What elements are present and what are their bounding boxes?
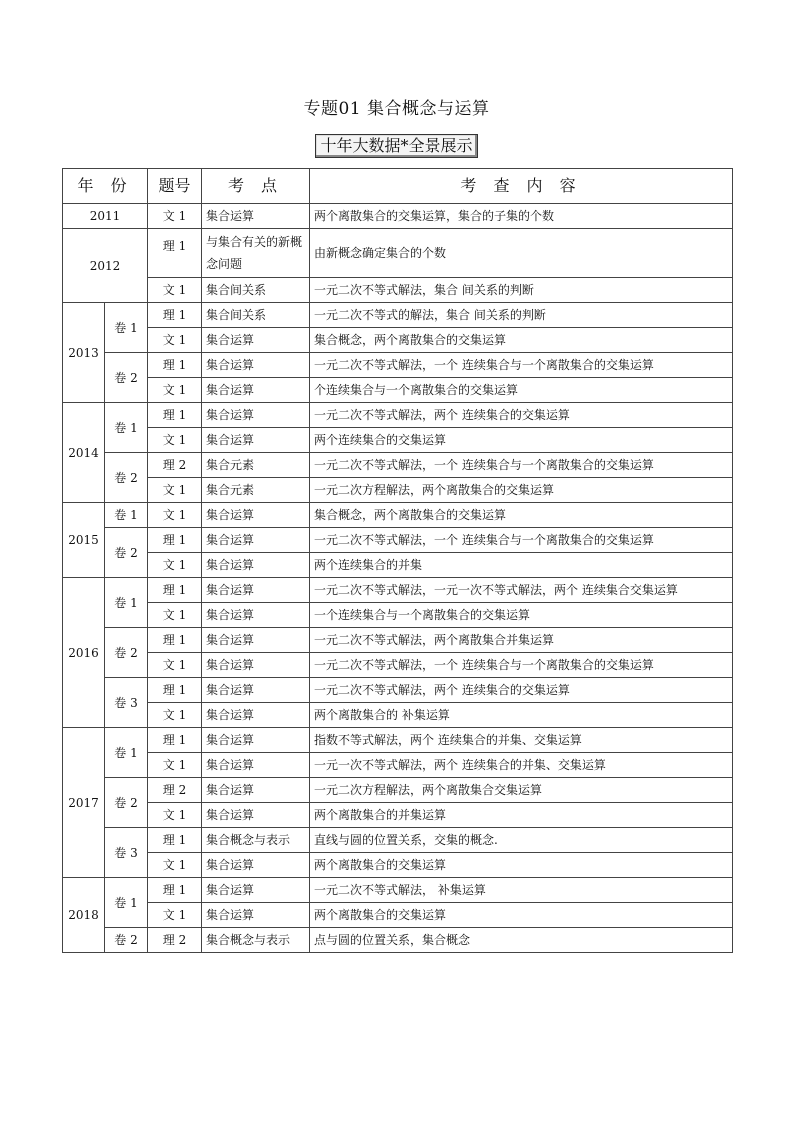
number-cell: 文 1 <box>148 853 202 878</box>
number-cell: 文 1 <box>148 603 202 628</box>
content-cell: 两个离散集合的交集运算 <box>310 853 733 878</box>
topic-cell: 集合间关系 <box>202 278 310 303</box>
content-cell: 一元二次不等式的解法，集合 间关系的判断 <box>310 303 733 328</box>
paper-cell: 卷 1 <box>105 303 148 353</box>
topic-cell: 集合运算 <box>202 753 310 778</box>
number-cell: 文 1 <box>148 278 202 303</box>
content-cell: 一元二次不等式解法，一元一次不等式解法，两个 连续集合交集运算 <box>310 578 733 603</box>
table-row <box>63 353 733 378</box>
paper-cell: 卷 2 <box>105 928 148 953</box>
paper-cell: 卷 3 <box>105 678 148 728</box>
paper-cell: 卷 1 <box>105 728 148 778</box>
table-row <box>63 628 733 653</box>
table-row <box>63 603 733 628</box>
page-title: 专题01 集合概念与运算 <box>303 99 490 119</box>
subtitle-box <box>0 134 793 158</box>
content-cell: 一元二次不等式解法，两个 连续集合的交集运算 <box>310 678 733 703</box>
topic-cell: 集合运算 <box>202 678 310 703</box>
paper-cell: 卷 2 <box>105 453 148 503</box>
topic-cell: 集合运算 <box>202 553 310 578</box>
table-header-row <box>63 169 733 204</box>
table-row <box>63 428 733 453</box>
number-cell: 理 2 <box>148 928 202 953</box>
topic-cell: 集合运算 <box>202 403 310 428</box>
number-cell: 理 1 <box>148 578 202 603</box>
content-cell: 一元二次不等式解法，集合 间关系的判断 <box>310 278 733 303</box>
number-cell: 文 1 <box>148 503 202 528</box>
topic-cell: 与集合有关的新概念问题 <box>202 229 310 278</box>
content-cell: 集合概念，两个离散集合的交集运算 <box>310 503 733 528</box>
table-row <box>63 653 733 678</box>
content-cell: 一元二次不等式解法，一个 连续集合与一个离散集合的交集运算 <box>310 353 733 378</box>
table-row <box>63 803 733 828</box>
number-cell: 文 1 <box>148 553 202 578</box>
table-row <box>63 278 733 303</box>
number-cell: 文 1 <box>148 378 202 403</box>
content-cell: 直线与圆的位置关系，交集的概念. <box>310 828 733 853</box>
content-cell: 指数不等式解法，两个 连续集合的并集、交集运算 <box>310 728 733 753</box>
topic-cell: 集合运算 <box>202 803 310 828</box>
table-row <box>63 903 733 928</box>
table-row <box>63 303 733 328</box>
paper-cell: 卷 1 <box>105 503 148 528</box>
header-topic: 考 点 <box>202 169 310 204</box>
topic-cell: 集合元素 <box>202 478 310 503</box>
content-cell: 集合概念，两个离散集合的交集运算 <box>310 328 733 353</box>
year-cell: 2016 <box>63 578 105 728</box>
table-row <box>63 478 733 503</box>
number-cell: 理 1 <box>148 628 202 653</box>
table-row <box>63 853 733 878</box>
content-cell: 一元二次不等式解法， 补集运算 <box>310 878 733 903</box>
topic-cell: 集合运算 <box>202 903 310 928</box>
table-row <box>63 528 733 553</box>
table-row <box>63 578 733 603</box>
paper-cell: 卷 2 <box>105 628 148 678</box>
topic-cell: 集合概念与表示 <box>202 828 310 853</box>
year-cell: 2013 <box>63 303 105 403</box>
paper-cell: 卷 2 <box>105 528 148 578</box>
content-cell: 两个离散集合的 补集运算 <box>310 703 733 728</box>
subtitle: 十年大数据*全景展示 <box>315 134 477 158</box>
exam-topics-table <box>62 168 733 953</box>
table-row <box>63 403 733 428</box>
number-cell: 理 1 <box>148 828 202 853</box>
table-row <box>63 453 733 478</box>
table-row <box>63 204 733 229</box>
topic-cell: 集合概念与表示 <box>202 928 310 953</box>
table-row <box>63 503 733 528</box>
topic-cell: 集合运算 <box>202 528 310 553</box>
content-cell: 个连续集合与一个离散集合的交集运算 <box>310 378 733 403</box>
number-cell: 理 2 <box>148 778 202 803</box>
number-cell: 文 1 <box>148 903 202 928</box>
content-cell: 两个连续集合的并集 <box>310 553 733 578</box>
content-cell: 一元一次不等式解法，两个 连续集合的并集、交集运算 <box>310 753 733 778</box>
paper-cell: 卷 1 <box>105 578 148 628</box>
number-cell: 文 1 <box>148 428 202 453</box>
topic-cell: 集合运算 <box>202 578 310 603</box>
table-row <box>63 728 733 753</box>
topic-cell: 集合运算 <box>202 628 310 653</box>
content-cell: 一元二次不等式解法，一个 连续集合与一个离散集合的交集运算 <box>310 528 733 553</box>
content-cell: 一元二次不等式解法，一个 连续集合与一个离散集合的交集运算 <box>310 653 733 678</box>
topic-cell: 集合运算 <box>202 703 310 728</box>
table-row <box>63 553 733 578</box>
content-cell: 一元二次方程解法，两个离散集合交集运算 <box>310 778 733 803</box>
topic-cell: 集合运算 <box>202 603 310 628</box>
table-row <box>63 229 733 278</box>
topic-cell: 集合运算 <box>202 328 310 353</box>
year-cell: 2011 <box>63 204 148 229</box>
number-cell: 理 1 <box>148 403 202 428</box>
table-row <box>63 778 733 803</box>
year-cell: 2012 <box>63 229 148 303</box>
number-cell: 文 1 <box>148 478 202 503</box>
number-cell: 理 1 <box>148 878 202 903</box>
topic-cell: 集合运算 <box>202 653 310 678</box>
table-row <box>63 328 733 353</box>
content-cell: 两个离散集合的交集运算，集合的子集的个数 <box>310 204 733 229</box>
number-cell: 文 1 <box>148 803 202 828</box>
content-cell: 一元二次不等式解法，一个 连续集合与一个离散集合的交集运算 <box>310 453 733 478</box>
content-cell: 一个连续集合与一个离散集合的交集运算 <box>310 603 733 628</box>
topic-cell: 集合运算 <box>202 503 310 528</box>
table-row <box>63 378 733 403</box>
topic-cell: 集合运算 <box>202 428 310 453</box>
number-cell: 理 2 <box>148 453 202 478</box>
year-cell: 2018 <box>63 878 105 953</box>
number-cell: 文 1 <box>148 653 202 678</box>
number-cell: 文 1 <box>148 328 202 353</box>
table-row <box>63 878 733 903</box>
topic-cell: 集合运算 <box>202 378 310 403</box>
number-cell: 理 1 <box>148 678 202 703</box>
paper-cell: 卷 1 <box>105 403 148 453</box>
topic-cell: 集合间关系 <box>202 303 310 328</box>
year-cell: 2015 <box>63 503 105 578</box>
content-cell: 一元二次方程解法，两个离散集合的交集运算 <box>310 478 733 503</box>
table-row <box>63 753 733 778</box>
number-cell: 理 1 <box>148 528 202 553</box>
topic-cell: 集合元素 <box>202 453 310 478</box>
number-cell: 理 1 <box>148 303 202 328</box>
topic-cell: 集合运算 <box>202 204 310 229</box>
table-row <box>63 703 733 728</box>
number-cell: 理 1 <box>148 229 202 278</box>
content-cell: 两个离散集合的并集运算 <box>310 803 733 828</box>
number-cell: 理 1 <box>148 728 202 753</box>
topic-cell: 集合运算 <box>202 853 310 878</box>
content-cell: 两个连续集合的交集运算 <box>310 428 733 453</box>
content-cell: 一元二次不等式解法，两个 连续集合的交集运算 <box>310 403 733 428</box>
topic-cell: 集合运算 <box>202 878 310 903</box>
paper-cell: 卷 3 <box>105 828 148 878</box>
year-cell: 2017 <box>63 728 105 878</box>
paper-cell: 卷 2 <box>105 353 148 403</box>
table-row <box>63 928 733 953</box>
paper-cell: 卷 2 <box>105 778 148 828</box>
number-cell: 文 1 <box>148 703 202 728</box>
number-cell: 理 1 <box>148 353 202 378</box>
content-cell: 一元二次不等式解法，两个离散集合并集运算 <box>310 628 733 653</box>
header-year: 年 份 <box>63 169 148 204</box>
content-cell: 两个离散集合的交集运算 <box>310 903 733 928</box>
content-cell: 由新概念确定集合的个数 <box>310 229 733 278</box>
header-number: 题号 <box>148 169 202 204</box>
table-row <box>63 678 733 703</box>
content-cell: 点与圆的位置关系，集合概念 <box>310 928 733 953</box>
table-row <box>63 828 733 853</box>
year-cell: 2014 <box>63 403 105 503</box>
header-content: 考 查 内 容 <box>310 169 733 204</box>
topic-cell: 集合运算 <box>202 353 310 378</box>
topic-cell: 集合运算 <box>202 728 310 753</box>
number-cell: 文 1 <box>148 204 202 229</box>
topic-cell: 集合运算 <box>202 778 310 803</box>
paper-cell: 卷 1 <box>105 878 148 928</box>
number-cell: 文 1 <box>148 753 202 778</box>
